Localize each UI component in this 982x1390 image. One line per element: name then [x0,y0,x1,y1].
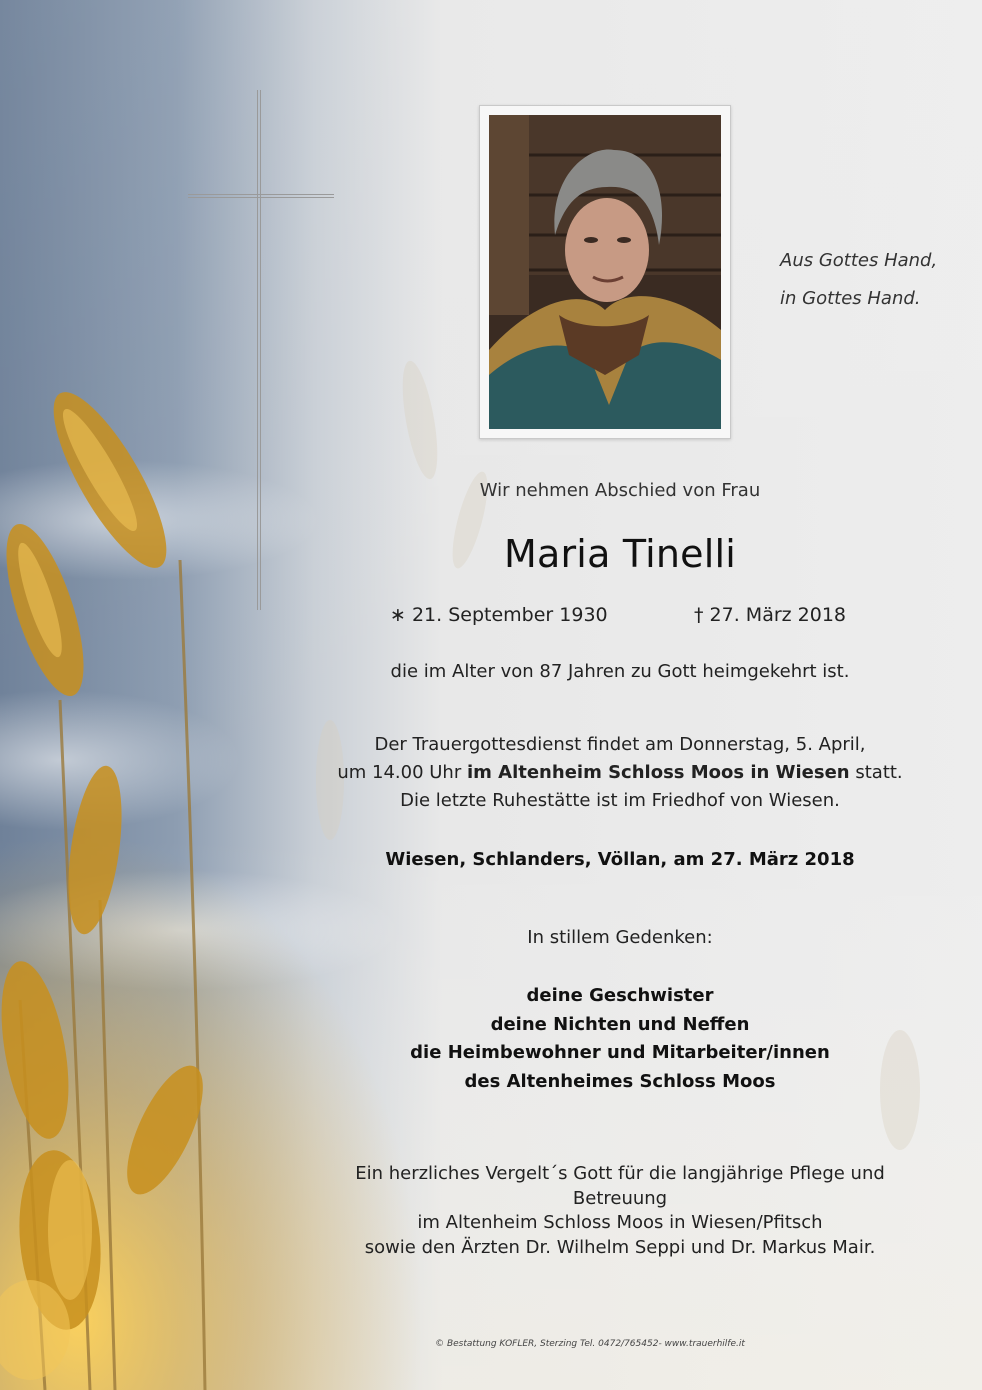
service-line-3: Die letzte Ruhestätte ist im Friedhof von Wiesen. [400,790,840,811]
place-date: Wiesen, Schlanders, Völlan, am 27. März 2018 [385,849,855,870]
cross-icon-bar [188,194,334,198]
mourners-list [320,982,920,1096]
mourner-line: deine Nichten und Neffen [490,1013,750,1035]
portrait-photo [489,115,721,429]
thanks-line: sowie den Ärzten Dr. Wilhelm Seppi und Dr. Markus Mair. [364,1236,876,1258]
service-suffix: statt. [849,762,903,783]
mourner-line: deine Geschwister [526,985,714,1006]
mourner-line: des Altenheimes Schloss Moos [464,1070,776,1092]
quote-line-1: Aus Gottes Hand, [780,250,938,271]
service-line-1: Der Trauergottesdienst findet am Donnerstag, 5. April, [374,734,866,755]
cross-icon [257,90,261,610]
thanks-line: Ein herzliches Vergelt´s Gott für die langjährige Pflege und Betreuung [355,1163,885,1209]
quote-line-2: in Gottes Hand. [780,288,921,309]
mourner-line: die Heimbewohner und Mitarbeiter/innen [410,1042,830,1063]
death-date: † 27. März 2018 [694,604,847,626]
quote [780,242,937,318]
deceased-name: Maria Tinelli [504,532,736,576]
service-location: im Altenheim Schloss Moos in Wiesen [466,762,850,783]
service-info [320,731,920,815]
memory-heading: In stillem Gedenken: [527,927,713,948]
birth-date: ∗ 21. September 1930 [390,604,608,626]
thanks-line: im Altenheim Schloss Moos in Wiesen/Pfitsch [417,1212,823,1233]
thanks-text [320,1162,920,1260]
intro-text: Wir nehmen Abschied von Frau [479,480,761,501]
portrait-frame [479,105,731,439]
footer-credit: © Bestattung KOFLER, Sterzing Tel. 0472/765452- www.trauerhilfe.it [435,1339,745,1349]
service-time: um 14.00 Uhr [337,762,467,783]
service-line-2 [320,759,920,787]
age-line: die im Alter von 87 Jahren zu Gott heimgekehrt ist. [390,661,850,682]
